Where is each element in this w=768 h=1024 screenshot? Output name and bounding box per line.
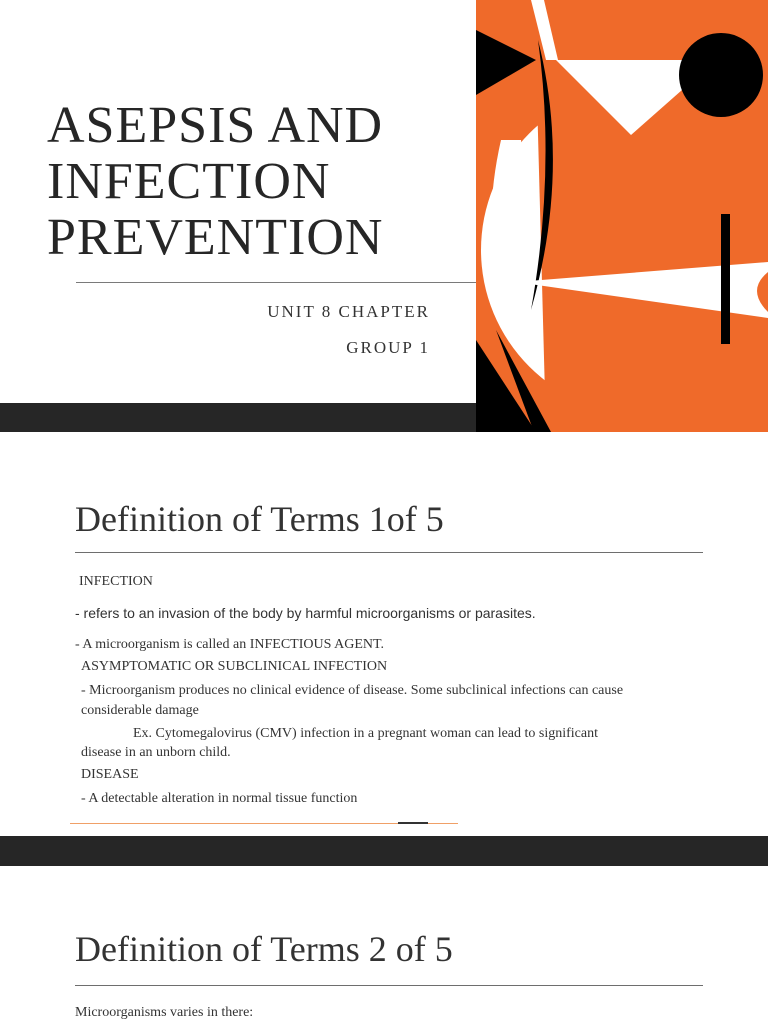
definition-disease: - A detectable alteration in normal tissue function: [81, 791, 358, 806]
example-line-1: Ex. Cytomegalovirus (CMV) infection in a pregnant woman can lead to significant: [133, 726, 598, 741]
heading-rule: [75, 985, 703, 986]
example-line-2: disease in an unborn child.: [81, 745, 231, 760]
accent-mark: [398, 822, 428, 824]
term-disease: DISEASE: [81, 767, 139, 782]
definition-asymptomatic-2: considerable damage: [81, 703, 199, 718]
title-line: PREVENTION: [47, 209, 384, 266]
term-asymptomatic: ASYMPTOMATIC OR SUBCLINICAL INFECTION: [81, 659, 388, 674]
definition-infectious-agent: - A microorganism is called an INFECTIOUS AGENT.: [75, 637, 384, 652]
definition-infection: - refers to an invasion of the body by harmful microorganisms or parasites.: [75, 605, 536, 621]
title-slide: [0, 0, 768, 432]
title-rule: [76, 282, 476, 283]
definition-asymptomatic-1: - Microorganism produces no clinical evidence of disease. Some subclinical infections can cause: [81, 683, 624, 698]
first-line: Microorganisms varies in there:: [75, 1005, 254, 1020]
title-line: ASEPSIS AND: [47, 97, 384, 154]
heading-rule: [75, 552, 703, 553]
slide-separator-band: [0, 836, 768, 866]
abstract-artwork: [476, 0, 768, 432]
definitions-slide-2: [0, 866, 768, 1024]
slide-heading: Definition of Terms 1of 5: [75, 499, 444, 539]
title-line: INFECTION: [47, 153, 331, 210]
subtitle-unit: UNIT 8 CHAPTER: [267, 302, 430, 321]
slide-title: [47, 98, 467, 266]
term-infection: INFECTION: [79, 574, 153, 589]
subtitle-group: GROUP 1: [346, 338, 430, 357]
footer-band: [0, 403, 476, 432]
slide-heading: Definition of Terms 2 of 5: [75, 929, 453, 969]
definitions-slide-1: [0, 432, 768, 836]
